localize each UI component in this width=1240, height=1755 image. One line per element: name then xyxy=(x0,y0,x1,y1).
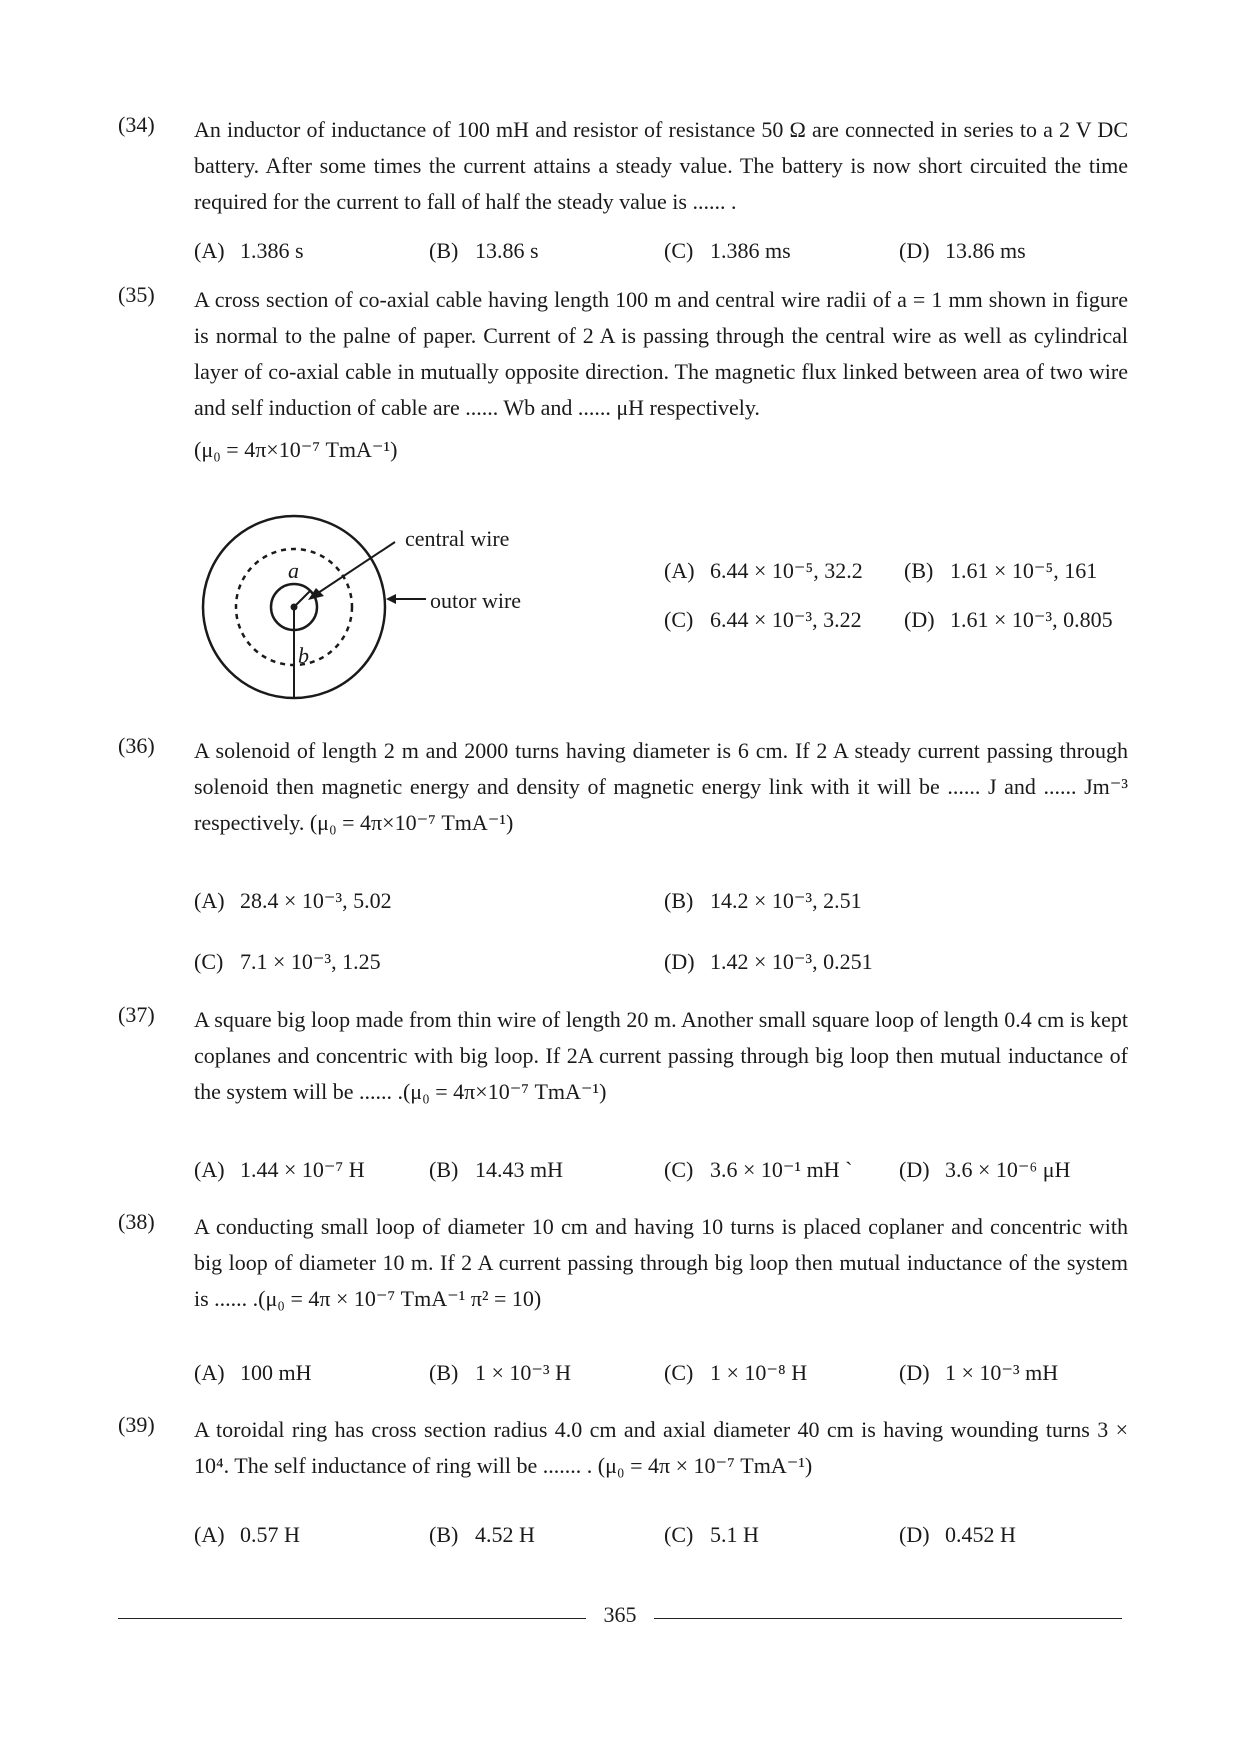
constant-note: (μ₀ = 4π×10⁻⁷ TmA⁻¹) xyxy=(194,437,398,462)
label-outer-wire: outor wire xyxy=(430,588,522,613)
options-38 xyxy=(194,1360,1134,1390)
question-37 xyxy=(118,1002,1128,1110)
option-b: (B) 13.86 s xyxy=(429,238,539,263)
arrowhead xyxy=(386,594,396,604)
option-d: (D) 1 × 10⁻³ mH xyxy=(899,1360,1059,1385)
question-number: (35) xyxy=(118,282,155,307)
options-36-row2 xyxy=(194,949,1134,979)
question-number: (36) xyxy=(118,733,155,758)
option-d: (D) 3.6 × 10⁻⁶ μH xyxy=(899,1157,1071,1182)
option-b: (B) 1 × 10⁻³ H xyxy=(429,1360,572,1385)
question-number: (37) xyxy=(118,1002,155,1027)
question-number: (39) xyxy=(118,1412,155,1437)
question-number: (34) xyxy=(118,112,155,137)
option-a: (A) 28.4 × 10⁻³, 5.02 xyxy=(194,888,392,913)
footer-rule-left xyxy=(118,1618,586,1619)
option-b: (B) 14.43 mH xyxy=(429,1157,563,1182)
question-text: A square big loop made from thin wire of length 20 m. Another small square loop of length 0.4 cm is kept coplanes and concentric with big loop. If 2A current passing through big loop then mutual inductance of the system will be ...... .(μ₀ = 4π×10⁻⁷ TmA⁻¹) xyxy=(194,1007,1128,1104)
option-c: (C) 3.6 × 10⁻¹ mH ` xyxy=(664,1157,853,1182)
footer-rule-right xyxy=(654,1618,1122,1619)
option-d: (D) 13.86 ms xyxy=(899,238,1026,263)
option-b: (B) 1.61 × 10⁻⁵, 161 xyxy=(904,558,1098,583)
options-34 xyxy=(194,238,1134,268)
option-d: (D) 0.452 H xyxy=(899,1522,1016,1547)
option-d: (D) 1.42 × 10⁻³, 0.251 xyxy=(664,949,873,974)
option-d: (D) 1.61 × 10⁻³, 0.805 xyxy=(904,607,1113,632)
options-39 xyxy=(194,1522,1134,1552)
option-a: (A) 1.44 × 10⁻⁷ H xyxy=(194,1157,365,1182)
options-37 xyxy=(194,1157,1134,1187)
options-35-row1 xyxy=(664,558,1134,588)
label-central-wire: central wire xyxy=(405,526,510,551)
page-number: 365 xyxy=(603,1602,637,1627)
question-35 xyxy=(118,282,1128,468)
question-38 xyxy=(118,1209,1128,1317)
question-36 xyxy=(118,733,1128,841)
question-39 xyxy=(118,1412,1128,1484)
question-text: A solenoid of length 2 m and 2000 turns having diameter is 6 cm. If 2 A steady current passing through solenoid then magnetic energy and density of magnetic energy link with it will be ...... J and ...... Jm⁻³ respectively. (μ₀ = 4π×10⁻⁷ TmA⁻¹) xyxy=(194,738,1128,835)
option-c: (C) 6.44 × 10⁻³, 3.22 xyxy=(664,607,862,632)
options-36-row1 xyxy=(194,888,1134,918)
option-a: (A) 1.386 s xyxy=(194,238,304,263)
question-34 xyxy=(118,112,1128,220)
coaxial-cable-figure xyxy=(190,510,550,715)
question-text: A conducting small loop of diameter 10 cm and having 10 turns is placed coplaner and concentric with big loop of diameter 10 m. If 2 A current passing through big loop then mutual inductance of the system is ...... .(μ₀ = 4π × 10⁻⁷ TmA⁻¹ π² = 10) xyxy=(194,1214,1128,1311)
option-c: (C) 1.386 ms xyxy=(664,238,791,263)
options-35-row2 xyxy=(664,607,1134,637)
option-c: (C) 7.1 × 10⁻³, 1.25 xyxy=(194,949,381,974)
question-number: (38) xyxy=(118,1209,155,1234)
option-b: (B) 4.52 H xyxy=(429,1522,535,1547)
option-a: (A) 100 mH xyxy=(194,1360,312,1385)
option-b: (B) 14.2 × 10⁻³, 2.51 xyxy=(664,888,862,913)
option-c: (C) 5.1 H xyxy=(664,1522,759,1547)
option-a: (A) 0.57 H xyxy=(194,1522,300,1547)
question-text: A cross section of co-axial cable having length 100 m and central wire radii of a = 1 mm shown in figure is normal to the palne of paper. Current of 2 A is passing through the central wire as well as cylindrical layer of co-axial cable in mutually opposite direction. The magnetic flux linked between area of two wire and self induction of cable are ...... Wb and ...... μH respectively. xyxy=(194,287,1128,420)
option-c: (C) 1 × 10⁻⁸ H xyxy=(664,1360,808,1385)
radius-a-line xyxy=(294,591,310,607)
label-a: a xyxy=(288,558,299,583)
option-a: (A) 6.44 × 10⁻⁵, 32.2 xyxy=(664,558,863,583)
label-b: b xyxy=(298,643,309,668)
question-text: An inductor of inductance of 100 mH and resistor of resistance 50 Ω are connected in series to a 2 V DC battery. After some times the current attains a steady value. The battery is now short circuited the time required for the current to fall of half the steady value is ...... . xyxy=(194,117,1128,214)
question-text: A toroidal ring has cross section radius 4.0 cm and axial diameter 40 cm is having wounding turns 3 × 10⁴. The self inductance of ring will be ....... . (μ₀ = 4π × 10⁻⁷ TmA⁻¹) xyxy=(194,1417,1128,1478)
